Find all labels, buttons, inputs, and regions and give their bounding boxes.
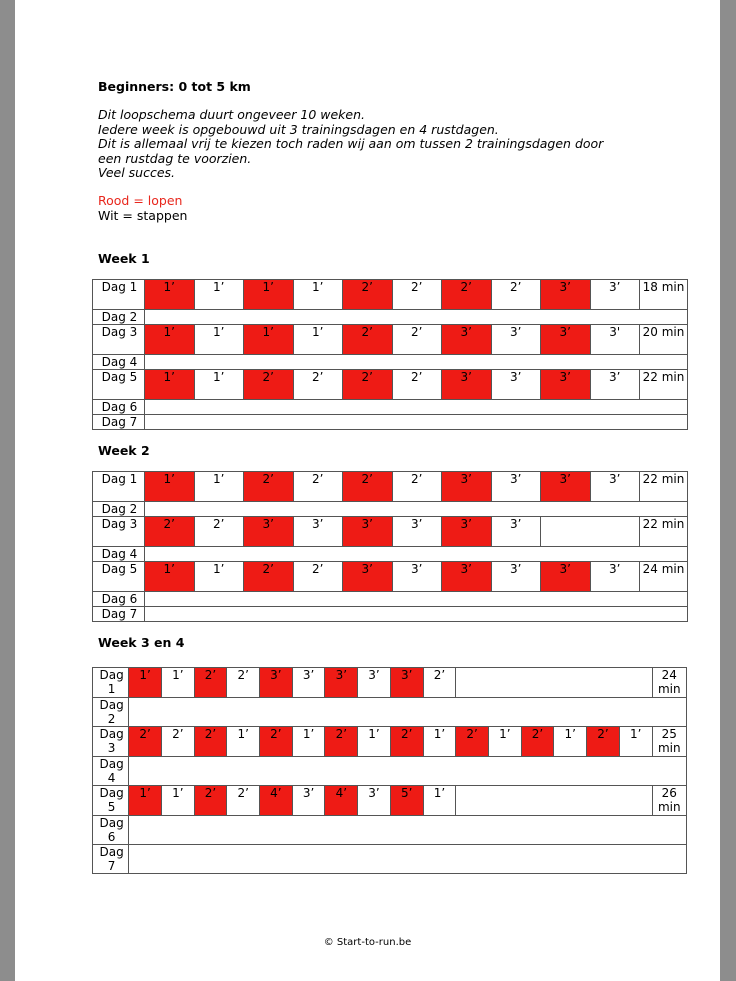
- intro-line: Dit loopschema duurt ongeveer 10 weken.: [98, 107, 365, 122]
- schedule-row: [93, 845, 687, 874]
- walk-interval-cell: 3’: [590, 562, 640, 592]
- run-interval-cell: 2’: [194, 727, 227, 757]
- copyright-footer: © Start-to-run.be: [323, 937, 412, 948]
- run-interval-cell: 3’: [541, 562, 591, 592]
- intro-line: Dit is allemaal vrij te kiezen toch raden wij aan om tussen 2 trainingsdagen door een rustdag te voorzien.: [98, 136, 604, 166]
- run-interval-cell: 2’: [456, 727, 489, 757]
- schedule-row: [93, 562, 688, 592]
- day-label: Dag 2: [93, 502, 145, 517]
- schedule-row: [93, 727, 687, 757]
- walk-interval-cell: 2’: [161, 727, 194, 757]
- walk-interval-cell: 3’: [358, 668, 391, 698]
- run-interval-cell: 1’: [129, 786, 162, 816]
- walk-interval-cell: 3’: [590, 472, 640, 502]
- walk-interval-cell: 2’: [194, 517, 244, 547]
- run-interval-cell: 2’: [521, 727, 554, 757]
- schedule-row: [93, 370, 688, 400]
- walk-interval-cell: 3’: [293, 517, 343, 547]
- run-interval-cell: 3’: [541, 280, 591, 310]
- day-label: Dag 3: [93, 727, 129, 757]
- rest-day-cell: [145, 310, 688, 325]
- walk-interval-cell: 3’: [292, 786, 325, 816]
- rest-day-cell: [145, 502, 688, 517]
- walk-interval-cell: 2’: [293, 472, 343, 502]
- run-interval-cell: 3’: [442, 562, 492, 592]
- walk-interval-cell: 1’: [194, 280, 244, 310]
- run-interval-cell: 2’: [194, 668, 227, 698]
- walk-interval-cell: 3’: [392, 517, 442, 547]
- schedule-row: [93, 547, 688, 562]
- day-label: Dag 6: [93, 592, 145, 607]
- walk-interval-cell: 1’: [488, 727, 521, 757]
- schedule-row: [93, 757, 687, 786]
- legend-run: Rood = lopen: [98, 193, 183, 208]
- day-label: Dag 3: [93, 325, 145, 355]
- walk-interval-cell: 3’: [590, 280, 640, 310]
- walk-interval-cell: 3’: [392, 562, 442, 592]
- run-interval-cell: 2’: [343, 370, 393, 400]
- walk-interval-cell: 2’: [227, 668, 260, 698]
- day-label: Dag 6: [93, 816, 129, 845]
- walk-interval-cell: 3’: [491, 472, 541, 502]
- schedule-row: [93, 668, 687, 698]
- total-time: 18 min: [640, 280, 688, 310]
- total-time: 24 min: [652, 668, 686, 698]
- day-label: Dag 6: [93, 400, 145, 415]
- run-interval-cell: 1’: [145, 370, 195, 400]
- walk-interval-cell: 3’: [491, 562, 541, 592]
- walk-interval-cell: 1’: [619, 727, 652, 757]
- run-interval-cell: 2’: [145, 517, 195, 547]
- day-label: Dag 2: [93, 698, 129, 727]
- run-interval-cell: 4’: [260, 786, 293, 816]
- total-time: 22 min: [640, 472, 688, 502]
- schedule-row: [93, 355, 688, 370]
- run-interval-cell: 3’: [260, 668, 293, 698]
- walk-interval-cell: 1’: [161, 786, 194, 816]
- day-label: Dag 3: [93, 517, 145, 547]
- run-interval-cell: 1’: [129, 668, 162, 698]
- run-interval-cell: 3’: [442, 517, 492, 547]
- walk-interval-cell: 1’: [292, 727, 325, 757]
- week-1-title: Week 1: [98, 251, 150, 266]
- walk-interval-cell: 1’: [194, 370, 244, 400]
- walk-interval-cell: 2’: [293, 562, 343, 592]
- run-interval-cell: 2’: [244, 472, 294, 502]
- total-time: 24 min: [640, 562, 688, 592]
- walk-interval-cell: 2’: [491, 280, 541, 310]
- run-interval-cell: 3’: [541, 370, 591, 400]
- schedule-row: [93, 592, 688, 607]
- intro-line: Iedere week is opgebouwd uit 3 trainingsdagen en 4 rustdagen.: [98, 121, 499, 137]
- walk-interval-cell: 2’: [392, 472, 442, 502]
- run-interval-cell: 2’: [343, 325, 393, 355]
- schedule-row: [93, 310, 688, 325]
- run-interval-cell: 4’: [325, 786, 358, 816]
- run-interval-cell: 3’: [325, 668, 358, 698]
- run-interval-cell: 3’: [442, 370, 492, 400]
- run-interval-cell: 5’: [390, 786, 423, 816]
- rest-day-cell: [129, 698, 687, 727]
- walk-interval-cell: 2’: [227, 786, 260, 816]
- walk-interval-cell: 2’: [392, 280, 442, 310]
- empty-cell: [541, 517, 640, 547]
- day-label: Dag 1: [93, 280, 145, 310]
- walk-interval-cell: 2’: [392, 325, 442, 355]
- walk-interval-cell: 1’: [358, 727, 391, 757]
- total-time: 22 min: [640, 517, 688, 547]
- day-label: Dag 7: [93, 607, 145, 622]
- walk-interval-cell: 3’: [491, 370, 541, 400]
- walk-interval-cell: 3’: [491, 517, 541, 547]
- intro-text: [98, 108, 628, 181]
- run-interval-cell: 1’: [244, 280, 294, 310]
- run-interval-cell: 1’: [145, 472, 195, 502]
- week-2-title: Week 2: [98, 443, 150, 458]
- rest-day-cell: [145, 415, 688, 430]
- day-label: Dag 7: [93, 845, 129, 874]
- run-interval-cell: 3’: [343, 562, 393, 592]
- week-3-4-title: Week 3 en 4: [98, 635, 185, 650]
- walk-interval-cell: 1’: [293, 280, 343, 310]
- walk-interval-cell: 1’: [194, 562, 244, 592]
- run-interval-cell: 3’: [244, 517, 294, 547]
- empty-cell: [456, 786, 652, 816]
- schedule-row: [93, 786, 687, 816]
- rest-day-cell: [129, 816, 687, 845]
- schedule-row: [93, 400, 688, 415]
- total-time: 20 min: [640, 325, 688, 355]
- total-time: 25 min: [652, 727, 686, 757]
- walk-interval-cell: 1’: [423, 727, 456, 757]
- walk-interval-cell: 3’: [292, 668, 325, 698]
- day-label: Dag 4: [93, 355, 145, 370]
- empty-cell: [456, 668, 652, 698]
- walk-interval-cell: 1’: [194, 325, 244, 355]
- week-3-4-table: [92, 667, 687, 874]
- rest-day-cell: [129, 757, 687, 786]
- rest-day-cell: [145, 547, 688, 562]
- rest-day-cell: [129, 845, 687, 874]
- run-interval-cell: 2’: [129, 727, 162, 757]
- rest-day-cell: [145, 607, 688, 622]
- day-label: Dag 1: [93, 668, 129, 698]
- run-interval-cell: 1’: [145, 280, 195, 310]
- schedule-row: [93, 325, 688, 355]
- walk-interval-cell: 3’: [358, 786, 391, 816]
- day-label: Dag 4: [93, 757, 129, 786]
- week-1-table: [92, 279, 688, 430]
- walk-interval-cell: 1’: [161, 668, 194, 698]
- run-interval-cell: 2’: [244, 370, 294, 400]
- run-interval-cell: 1’: [145, 562, 195, 592]
- walk-interval-cell: 1’: [293, 325, 343, 355]
- run-interval-cell: 3’: [442, 472, 492, 502]
- walk-interval-cell: 3’: [491, 325, 541, 355]
- schedule-row: [93, 698, 687, 727]
- run-interval-cell: 3’: [541, 472, 591, 502]
- run-interval-cell: 2’: [343, 472, 393, 502]
- walk-interval-cell: 3’: [590, 370, 640, 400]
- rest-day-cell: [145, 400, 688, 415]
- run-interval-cell: 2’: [325, 727, 358, 757]
- day-label: Dag 5: [93, 370, 145, 400]
- run-interval-cell: 2’: [260, 727, 293, 757]
- document-page: [15, 0, 720, 981]
- day-label: Dag 1: [93, 472, 145, 502]
- run-interval-cell: 3’: [442, 325, 492, 355]
- rest-day-cell: [145, 355, 688, 370]
- day-label: Dag 2: [93, 310, 145, 325]
- run-interval-cell: 2’: [442, 280, 492, 310]
- run-interval-cell: 1’: [244, 325, 294, 355]
- day-label: Dag 7: [93, 415, 145, 430]
- total-time: 26 min: [652, 786, 686, 816]
- intro-line: Veel succes.: [98, 165, 176, 180]
- run-interval-cell: 2’: [194, 786, 227, 816]
- run-interval-cell: 1’: [145, 325, 195, 355]
- walk-interval-cell: 1’: [554, 727, 587, 757]
- day-label: Dag 4: [93, 547, 145, 562]
- walk-interval-cell: 3': [590, 325, 640, 355]
- legend-walk: Wit = stappen: [98, 208, 188, 223]
- run-interval-cell: 2’: [390, 727, 423, 757]
- schedule-row: [93, 607, 688, 622]
- run-interval-cell: 3’: [343, 517, 393, 547]
- week-2-table: [92, 471, 688, 622]
- rest-day-cell: [145, 592, 688, 607]
- walk-interval-cell: 1’: [227, 727, 260, 757]
- schedule-row: [93, 280, 688, 310]
- run-interval-cell: 3’: [390, 668, 423, 698]
- schedule-row: [93, 472, 688, 502]
- run-interval-cell: 2’: [587, 727, 620, 757]
- walk-interval-cell: 2’: [392, 370, 442, 400]
- walk-interval-cell: 1’: [194, 472, 244, 502]
- day-label: Dag 5: [93, 562, 145, 592]
- run-interval-cell: 2’: [244, 562, 294, 592]
- schedule-row: [93, 502, 688, 517]
- walk-interval-cell: 1’: [423, 786, 456, 816]
- day-label: Dag 5: [93, 786, 129, 816]
- schedule-row: [93, 415, 688, 430]
- run-interval-cell: 2’: [343, 280, 393, 310]
- total-time: 22 min: [640, 370, 688, 400]
- schedule-row: [93, 816, 687, 845]
- walk-interval-cell: 2’: [423, 668, 456, 698]
- run-interval-cell: 3’: [541, 325, 591, 355]
- walk-interval-cell: 2’: [293, 370, 343, 400]
- schedule-row: [93, 517, 688, 547]
- page-title: Beginners: 0 tot 5 km: [98, 79, 251, 94]
